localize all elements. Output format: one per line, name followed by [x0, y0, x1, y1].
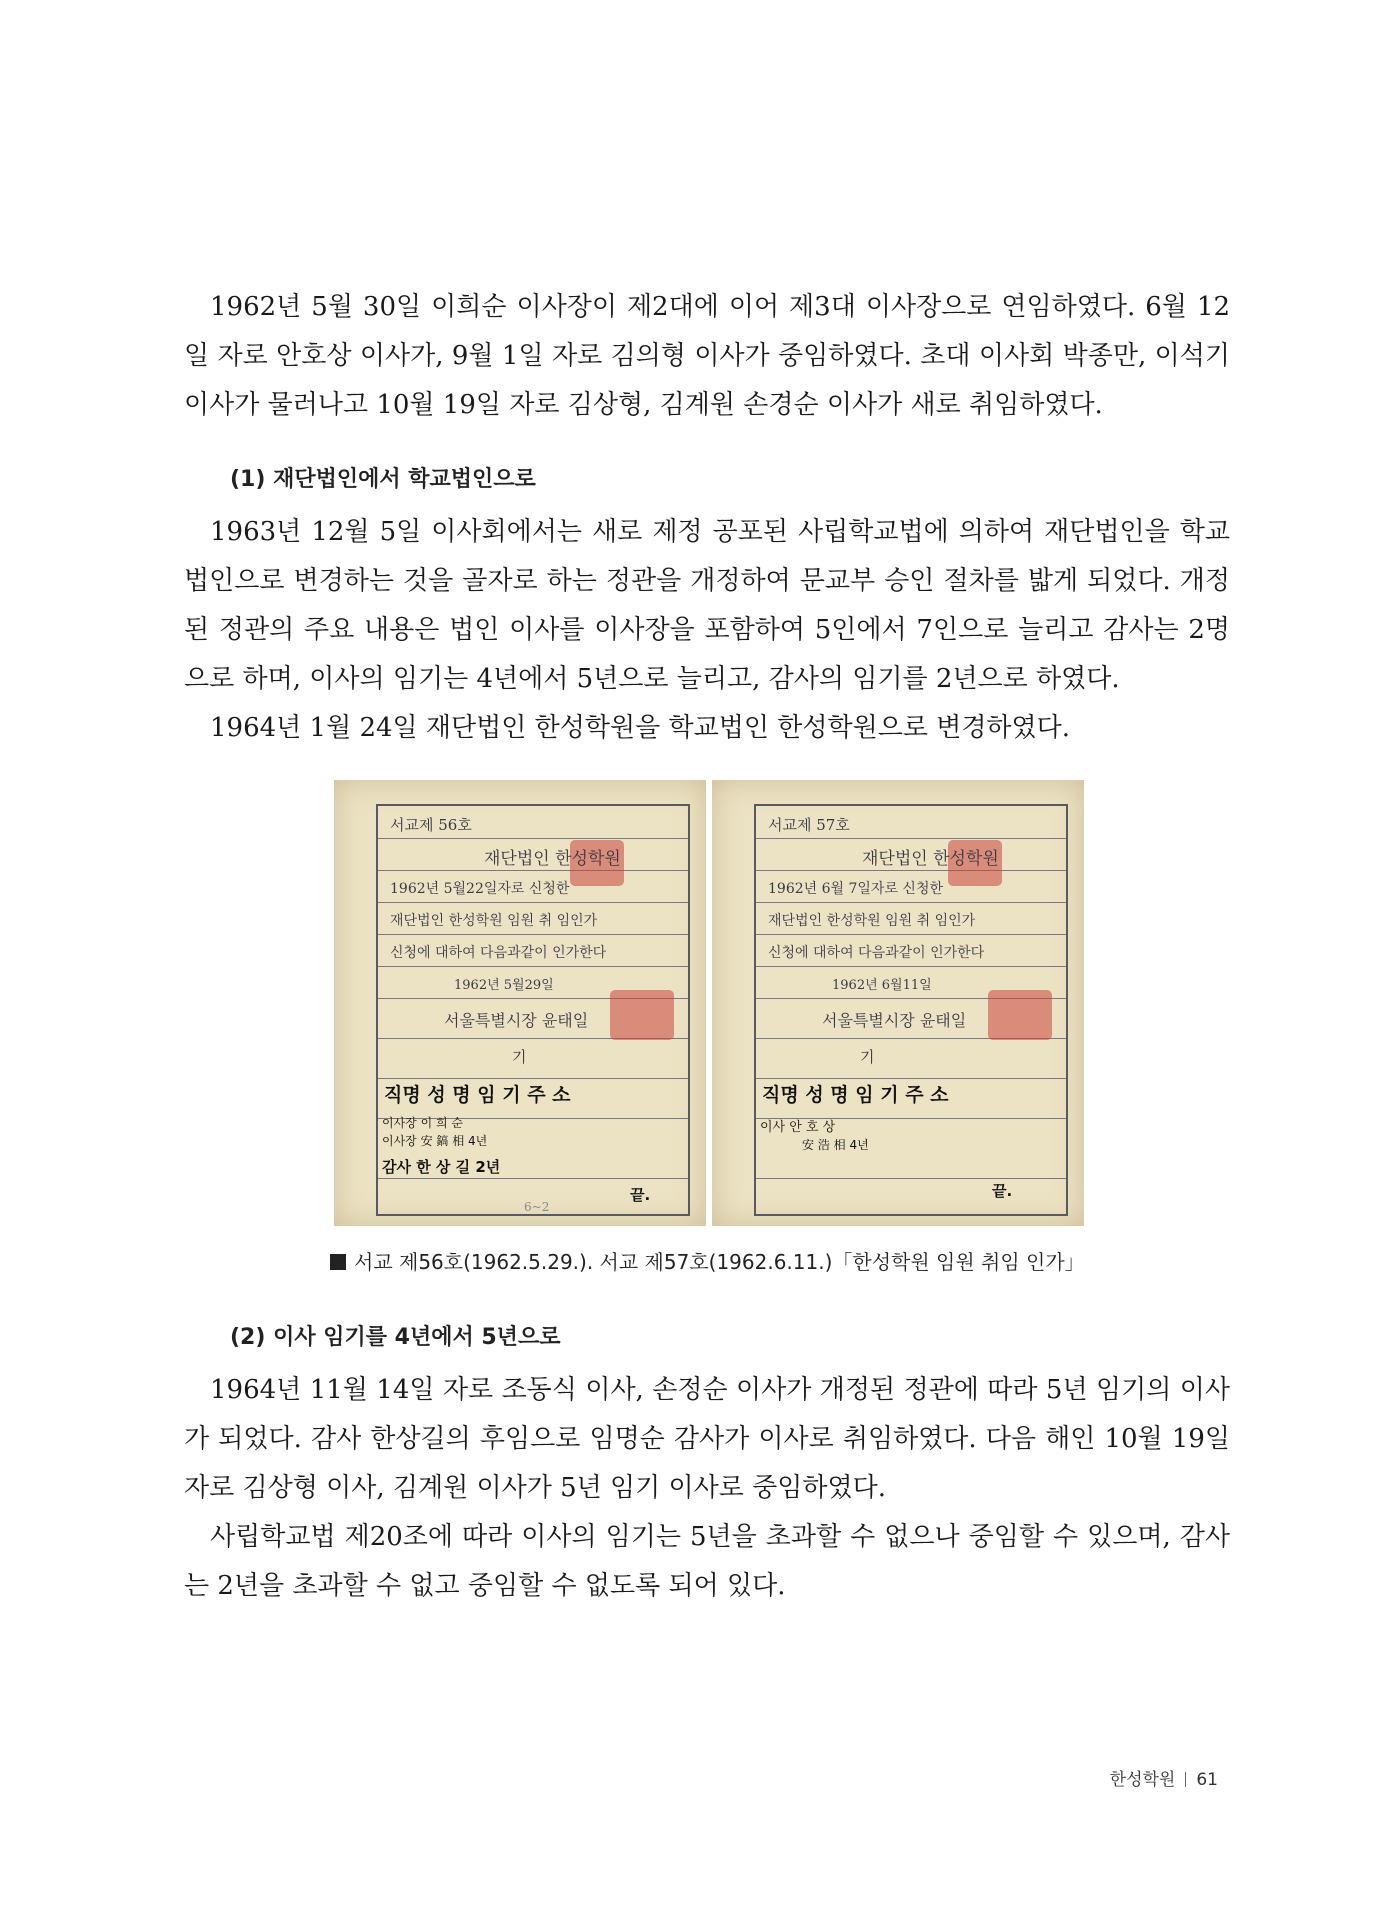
doc-line-1: 1962년 5월22일자로 신청한	[390, 881, 570, 897]
doc-row: 安 浩 相 4년	[802, 1138, 869, 1152]
pencil-note: 6~2	[524, 1200, 550, 1214]
section-2-body	[184, 1366, 1230, 1611]
doc-gi: 기	[512, 1048, 527, 1066]
section-heading-1: (1) 재단법인에서 학교법인으로	[230, 467, 536, 492]
document-scan-57	[712, 780, 1084, 1226]
doc-org: 재단법인 한성학원	[484, 849, 621, 869]
doc-signer: 서울특별시장 윤태일	[444, 1011, 589, 1030]
page-footer	[1110, 1765, 1218, 1790]
doc-table-header: 직명 성 명 임 기 주 소	[762, 1084, 949, 1106]
doc-date: 1962년 5월29일	[454, 978, 554, 993]
doc-row: 이사 안 호 상	[760, 1120, 836, 1135]
doc-row: 이사장 이 희 순	[382, 1116, 463, 1130]
footer-divider	[1185, 1772, 1186, 1787]
figure-caption	[330, 1246, 1085, 1275]
footer-book-title: 한성학원	[1109, 1770, 1176, 1790]
paragraph: 1964년 1월 24일 재단법인 한성학원을 학교법인 한성학원으로 변경하였다.	[210, 713, 1071, 743]
paragraph: 사립학교법 제20조에 따라 이사의 임기는 5년을 초과할 수 없으나 중임할 수 있으며, 감사는 2년을 초과할 수 없고 중임할 수 없도록 되어 있다.	[184, 1522, 1230, 1601]
document-scan-56	[334, 780, 706, 1226]
paragraph: 1964년 11월 14일 자로 조동식 이사, 손정순 이사가 개정된 정관에 따라 5년 임기의 이사가 되었다. 감사 한상길의 후임으로 임명순 감사가 이사로 취임하였다. 다음 해인 10월 19일 자로 김상형 이사, 김계원 이사가 5년 임기 이사로 중임하였다.	[184, 1375, 1230, 1503]
doc-line-2: 재단법인 한성학원 임원 취 임인가	[768, 913, 976, 929]
doc-org: 재단법인 한성학원	[862, 849, 999, 869]
paragraph: 1963년 12월 5일 이사회에서는 새로 제정 공포된 사립학교법에 의하여 재단법인을 학교법인으로 변경하는 것을 골자로 하는 정관을 개정하여 문교부 승인 절차를 밟게 되었다. 개정된 정관의 주요 내용은 법인 이사를 이사장을 포함하여 5인에서 7인으로 늘리고 감사는 2명으로 하며, 이사의 임기는 4년에서 5년으로 늘리고, 감사의 임기를 2년으로 하였다.	[184, 517, 1230, 694]
doc-date: 1962년 6월11일	[832, 978, 932, 993]
doc-line-1: 1962년 6월 7일자로 신청한	[768, 881, 943, 897]
doc-end: 끝.	[992, 1182, 1013, 1200]
paragraph: 1962년 5월 30일 이희순 이사장이 제2대에 이어 제3대 이사장으로 연임하였다. 6월 12일 자로 안호상 이사가, 9월 1일 자로 김의형 이사가 중임하였다. 초대 이사회 박종만, 이석기 이사가 물러나고 10월 19일 자로 김상형, 김계원 손경순 이사가 새로 취임하였다.	[184, 292, 1230, 420]
section-1-body	[184, 508, 1230, 753]
red-seal	[988, 990, 1052, 1040]
square-bullet-icon	[330, 1254, 346, 1270]
caption-text: 서교 제56호(1962.5.29.). 서교 제57호(1962.6.11.)「한성학원 임원 취임 인가」	[354, 1250, 1085, 1274]
doc-gi: 기	[860, 1048, 875, 1066]
doc-row: 이사장 安 鎬 相 4년	[382, 1134, 488, 1148]
document-figure	[334, 780, 1084, 1226]
doc-row: 감사 한 상 길 2년	[382, 1158, 501, 1176]
section-heading-2: (2) 이사 임기를 4년에서 5년으로	[230, 1325, 561, 1350]
doc-line-3: 신청에 대하여 다음과같이 인가한다	[390, 945, 607, 961]
doc-line-3: 신청에 대하여 다음과같이 인가한다	[768, 945, 985, 961]
doc-table-header: 직명 성 명 임 기 주 소	[384, 1084, 571, 1106]
doc-number: 서교제 57호	[768, 816, 850, 834]
red-seal	[610, 990, 674, 1040]
doc-number: 서교제 56호	[390, 816, 472, 834]
doc-end: 끝.	[630, 1186, 651, 1204]
page-number: 61	[1196, 1770, 1218, 1790]
doc-line-2: 재단법인 한성학원 임원 취 임인가	[390, 913, 598, 929]
doc-signer: 서울특별시장 윤태일	[822, 1011, 967, 1030]
intro-section	[184, 283, 1230, 430]
